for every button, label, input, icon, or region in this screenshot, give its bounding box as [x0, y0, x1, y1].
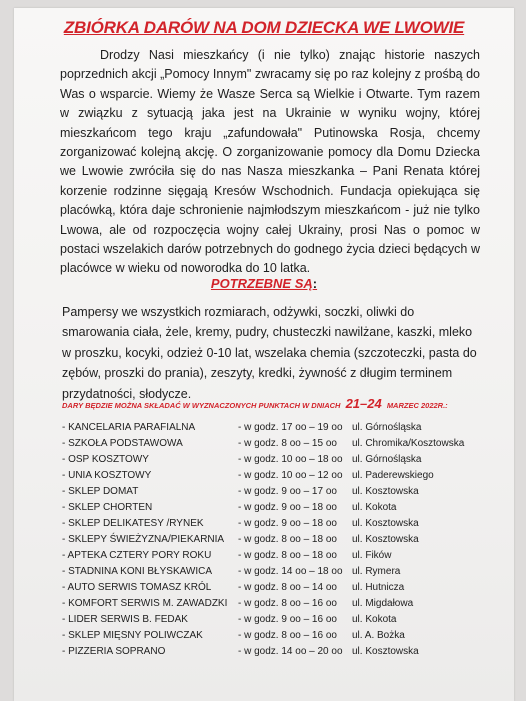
location-row	[62, 630, 502, 646]
location-name: - LIDER SERWIS B. FEDAK	[62, 614, 188, 625]
location-hours: - w godz. 9 oo – 17 oo	[238, 486, 337, 497]
location-street: ul. Kosztowska	[352, 646, 419, 657]
location-name: - PIZZERIA SOPRANO	[62, 646, 166, 657]
dates-line	[62, 396, 448, 411]
location-row	[62, 518, 502, 534]
location-row	[62, 614, 502, 630]
intro-paragraph: Drodzy Nasi mieszkańcy (i nie tylko) znając historie naszych poprzednich akcji „Pomocy Innym" zwracamy się po raz kolejny z prośbą do Was o wsparcie. Wiemy że Wasze Serca są Wielkie i Otwarte. Tym razem w związku z sytuacją jaka jest na Ukrainie w wyniku wojny, której mieszkańcom tego kraju „zafundowała" Putinowska Rosja, chcemy zorganizować kolejną akcję. O zorganizowanie pomocy dla Domu Dziecka we Lwowie zwróciła się do nas Nasza mieszkanka – Pani Renata której korzenie rodzinne sięgają Kresów Wschodnich. Fundacja opiekująca się placówką, która daje schronienie najmłodszym mieszkańcom - już nie tylko Lwowa, ale od rozpoczęcia wojny całej Ukrainy, prosi Nas o pomoc w postaci wszelakich darów potrzebnych do godnego życia dzieci będących w placówce w wieku od noworodka do 10 latka.	[60, 48, 480, 276]
location-hours: - w godz. 9 oo – 16 oo	[238, 614, 337, 625]
location-hours: - w godz. 10 oo – 18 oo	[238, 454, 343, 465]
location-hours: - w godz. 14 oo – 18 oo	[238, 566, 343, 577]
location-row	[62, 438, 502, 454]
location-street: ul. Hutnicza	[352, 582, 405, 593]
flyer-sheet	[14, 8, 514, 701]
dates-prefix: DARY BĘDZIE MOŻNA SKŁADAĆ W WYZNACZONYCH PUNKTACH W DNIACH	[62, 401, 341, 410]
dates-range: 21–24	[345, 396, 382, 411]
location-hours: - w godz. 17 oo – 19 oo	[238, 422, 343, 433]
location-street: ul. Kokota	[352, 502, 397, 513]
needs-heading-text: POTRZEBNE SĄ	[210, 276, 313, 291]
location-street: ul. Kokota	[352, 614, 397, 625]
location-row	[62, 486, 502, 502]
location-street: ul. Górnośląska	[352, 454, 422, 465]
location-row	[62, 598, 502, 614]
location-hours: - w godz. 10 oo – 12 oo	[238, 470, 343, 481]
location-hours: - w godz. 8 oo – 14 oo	[238, 582, 337, 593]
location-hours: - w godz. 8 oo – 16 oo	[238, 630, 337, 641]
location-row	[62, 646, 502, 662]
location-name: - UNIA KOSZTOWY	[62, 470, 152, 481]
location-name: - SKLEP MIĘSNY POLIWCZAK	[62, 630, 203, 641]
dates-suffix: MARZEC 2022R.:	[386, 401, 448, 410]
location-name: - KOMFORT SERWIS M. ZAWADZKI	[62, 598, 228, 609]
location-street: ul. Rymera	[352, 566, 401, 577]
location-name: - SKLEP DELIKATESY /RYNEK	[62, 518, 204, 529]
location-hours: - w godz. 9 oo – 18 oo	[238, 518, 337, 529]
location-row	[62, 582, 502, 598]
location-name: - AUTO SERWIS TOMASZ KRÓL	[62, 582, 212, 593]
location-hours: - w godz. 8 oo – 15 oo	[238, 438, 337, 449]
location-row	[62, 534, 502, 550]
location-name: - SKLEPY ŚWIEŻYZNA/PIEKARNIA	[62, 534, 225, 545]
location-row	[62, 454, 502, 470]
location-street: ul. Kosztowska	[352, 518, 419, 529]
location-name: - SZKOŁA PODSTAWOWA	[62, 438, 183, 449]
needs-paragraph: Pampersy we wszystkich rozmiarach, odżywki, soczki, oliwki do smarowania ciała, żele, kremy, pudry, chusteczki nawilżane, kaszki, mleko w proszku, kocyki, odzież 0-10 lat, wszelaka chemia (szczoteczki, pasta do zębów, proszki do prania), zeszyty, kredki, żywność z długim terminem przydatności, słodycze.	[62, 305, 477, 401]
location-hours: - w godz. 14 oo – 20 oo	[238, 646, 343, 657]
location-name: - OSP KOSZTOWY	[62, 454, 149, 465]
location-row	[62, 470, 502, 486]
location-row	[62, 502, 502, 518]
location-hours: - w godz. 8 oo – 18 oo	[238, 550, 337, 561]
location-street: ul. Górnośląska	[352, 422, 422, 433]
location-row	[62, 422, 502, 438]
locations-list	[62, 422, 502, 662]
location-street: ul. Fików	[352, 550, 392, 561]
location-name: - KANCELARIA PARAFIALNA	[62, 422, 196, 433]
location-street: ul. Migdałowa	[352, 598, 414, 609]
location-name: - SKLEP DOMAT	[62, 486, 139, 497]
location-street: ul. A. Bożka	[352, 630, 405, 641]
location-street: ul. Chromika/Kosztowska	[352, 438, 465, 449]
location-row	[62, 566, 502, 582]
location-hours: - w godz. 8 oo – 18 oo	[238, 534, 337, 545]
location-street: ul. Paderewskiego	[352, 470, 434, 481]
location-hours: - w godz. 9 oo – 18 oo	[238, 502, 337, 513]
location-row	[62, 550, 502, 566]
needs-heading-colon: :	[312, 276, 318, 291]
location-name: - SKLEP CHORTEN	[62, 502, 153, 513]
location-name: - STADNINA KONI BŁYSKAWICA	[62, 566, 213, 577]
location-name: - APTEKA CZTERY PORY ROKU	[62, 550, 212, 561]
location-hours: - w godz. 8 oo – 16 oo	[238, 598, 337, 609]
needs-heading	[14, 276, 514, 291]
location-street: ul. Kosztowska	[352, 534, 419, 545]
location-street: ul. Kosztowska	[352, 486, 419, 497]
flyer-title: ZBIÓRKA DARÓW NA DOM DZIECKA WE LWOWIE	[63, 18, 465, 37]
